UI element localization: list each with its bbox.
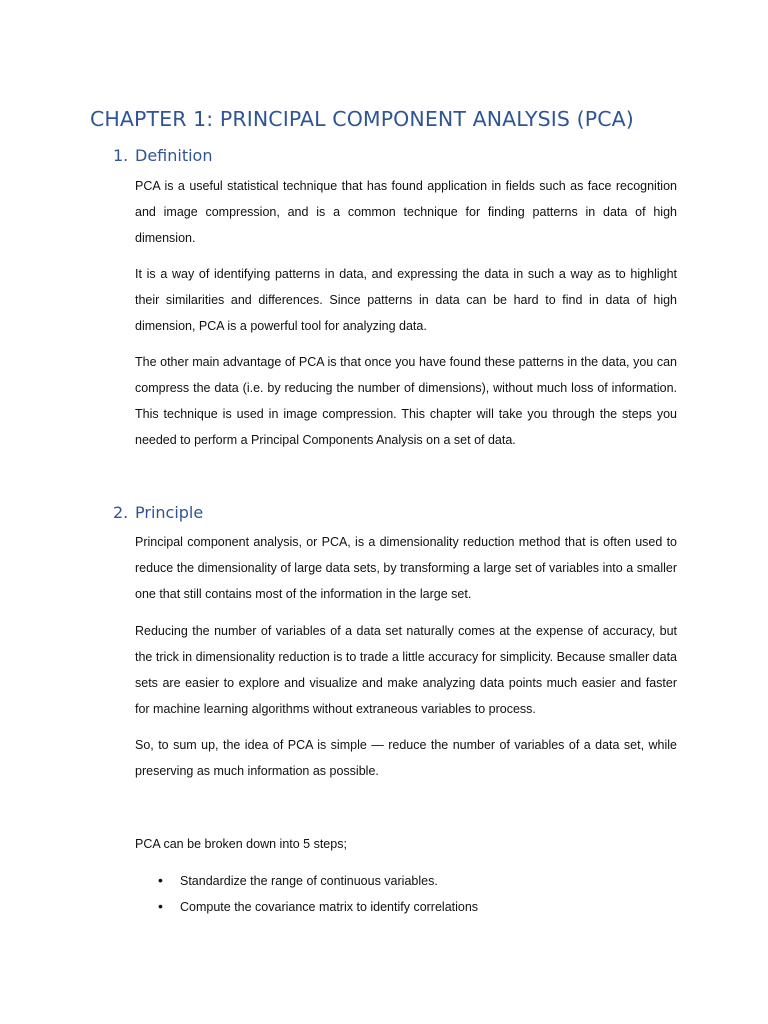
list-item-text: Standardize the range of continuous variables. [180, 874, 438, 888]
section-number: 1. [113, 146, 129, 165]
list-item-text: Compute the covariance matrix to identify correlations [180, 900, 479, 914]
section-number: 2. [113, 503, 129, 522]
paragraph: The other main advantage of PCA is that once you have found these patterns in the data, you can compress the data (i.e. by reducing the number of dimensions), without much loss of information. This technique is used in image compression. This chapter will take you through the steps you needed to perform a Principal Components Analysis on a set of data. [135, 355, 677, 447]
section-title: Definition [135, 146, 213, 165]
list-item [158, 867, 678, 894]
bullet-icon: • [158, 898, 163, 914]
bullet-icon: • [158, 872, 163, 888]
section-heading-principle [113, 503, 203, 522]
chapter-title: CHAPTER 1: PRINCIPAL COMPONENT ANALYSIS (PCA) [90, 107, 634, 131]
paragraph-steps-intro: PCA can be broken down into 5 steps; [135, 837, 347, 851]
section-heading-definition [113, 146, 212, 165]
section-title: Principle [135, 503, 204, 522]
paragraph: So, to sum up, the idea of PCA is simple — reduce the number of variables of a data set, while preserving as much information as possible. [135, 738, 677, 778]
list-item [158, 893, 678, 920]
paragraph: Reducing the number of variables of a data set naturally comes at the expense of accuracy, but the trick in dimensionality reduction is to trade a little accuracy for simplicity. Because smaller data sets are easier to explore and visualize and make analyzing data points much easier and faster for machine learning algorithms without extraneous variables to process. [135, 624, 677, 716]
paragraph: It is a way of identifying patterns in data, and expressing the data in such a way as to highlight their similarities and differences. Since patterns in data can be hard to find in data of high dimension, PCA is a powerful tool for analyzing data. [135, 267, 677, 333]
paragraph: Principal component analysis, or PCA, is a dimensionality reduction method that is often used to reduce the dimensionality of large data sets, by transforming a large set of variables into a smaller one that still contains most of the information in the large set. [135, 535, 677, 601]
paragraph: PCA is a useful statistical technique that has found application in fields such as face recognition and image compression, and is a common technique for finding patterns in data of high dimension. [135, 179, 677, 245]
